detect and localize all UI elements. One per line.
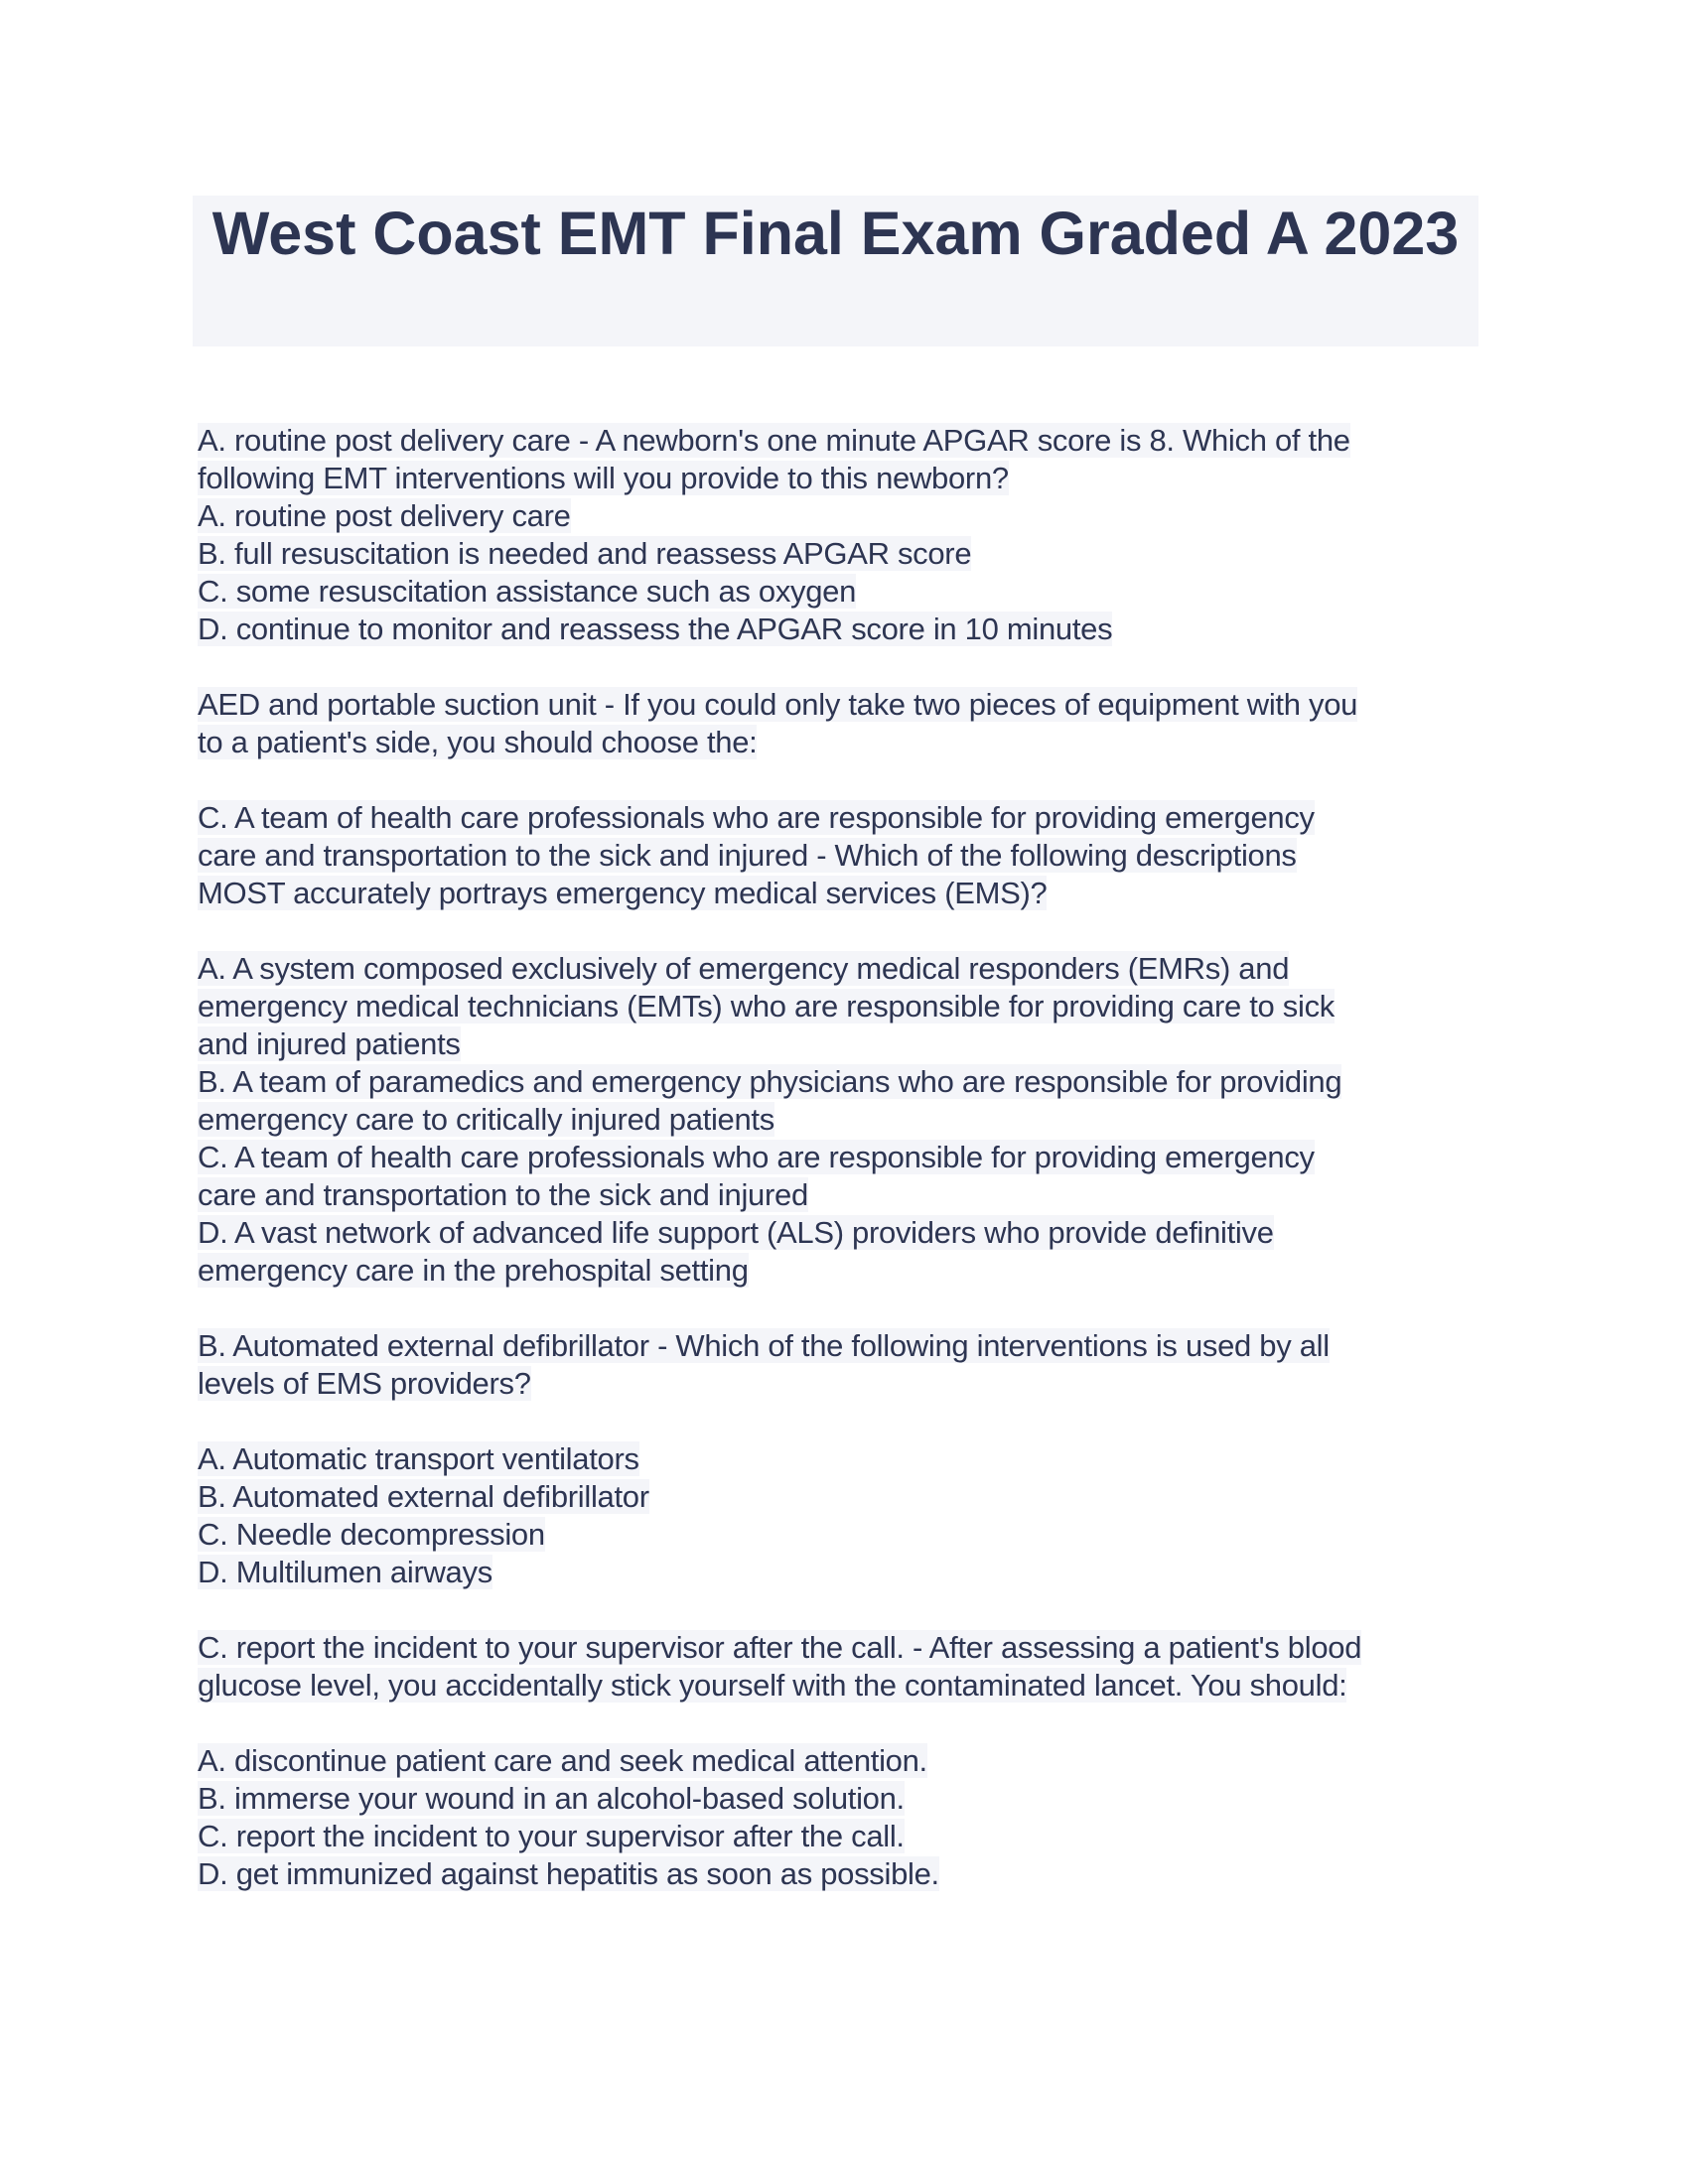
paragraph-gap: [198, 1705, 1488, 1742]
text-line-content: A. routine post delivery care: [198, 498, 571, 533]
text-line: [198, 875, 1488, 912]
text-line: [198, 837, 1488, 875]
text-line-content: D. get immunized against hepatitis as soon as possible.: [198, 1856, 939, 1891]
text-line-content: glucose level, you accidentally stick yourself with the contaminated lancet. You should:: [198, 1668, 1347, 1703]
text-line-content: B. A team of paramedics and emergency physicians who are responsible for providing: [198, 1064, 1342, 1099]
text-line: [198, 1214, 1488, 1252]
text-line-content: A. Automatic transport ventilators: [198, 1441, 639, 1476]
text-line-content: C. A team of health care professionals who are responsible for providing emergency: [198, 1140, 1315, 1174]
text-line-content: B. immerse your wound in an alcohol-based solution.: [198, 1781, 905, 1816]
text-line: [198, 1818, 1488, 1855]
paragraph-gap: [198, 912, 1488, 950]
text-line: [198, 1139, 1488, 1176]
text-line-content: following EMT interventions will you provide to this newborn?: [198, 461, 1009, 495]
text-line-content: C. Needle decompression: [198, 1517, 545, 1552]
text-line-content: to a patient's side, you should choose the:: [198, 725, 758, 759]
document-title: West Coast EMT Final Exam Graded A 2023: [193, 196, 1478, 346]
text-line-content: C. some resuscitation assistance such as oxygen: [198, 574, 857, 609]
paragraph-gap: [198, 648, 1488, 686]
text-line-content: A. discontinue patient care and seek medical attention.: [198, 1743, 927, 1778]
text-line: [198, 460, 1488, 497]
text-line-content: MOST accurately portrays emergency medical services (EMS)?: [198, 876, 1048, 910]
text-line: [198, 1327, 1488, 1365]
text-line: [198, 1101, 1488, 1139]
text-line: [198, 1629, 1488, 1667]
text-line-content: AED and portable suction unit - If you could only take two pieces of equipment with you: [198, 687, 1358, 722]
paragraph-gap: [198, 761, 1488, 799]
text-line: [198, 422, 1488, 460]
text-line: [198, 1554, 1488, 1591]
text-line-content: C. report the incident to your supervisor after the call.: [198, 1819, 905, 1853]
text-line: [198, 1025, 1488, 1063]
question-block: [198, 686, 1488, 761]
text-line-content: care and transportation to the sick and injured - Which of the following descriptions: [198, 838, 1297, 873]
text-line-content: emergency care to critically injured patients: [198, 1102, 774, 1137]
question-block: [198, 1440, 1488, 1591]
text-line-content: D. Multilumen airways: [198, 1555, 492, 1589]
text-line: [198, 1667, 1488, 1705]
text-line: [198, 799, 1488, 837]
text-line: [198, 1063, 1488, 1101]
text-line: [198, 1516, 1488, 1554]
text-line-content: C. A team of health care professionals who are responsible for providing emergency: [198, 800, 1315, 835]
text-line: [198, 1855, 1488, 1893]
text-line: [198, 1742, 1488, 1780]
question-block: [198, 1742, 1488, 1893]
text-line-content: A. routine post delivery care - A newborn's one minute APGAR score is 8. Which of the: [198, 423, 1350, 458]
text-line-content: levels of EMS providers?: [198, 1366, 531, 1401]
text-line-content: B. Automated external defibrillator: [198, 1479, 649, 1514]
text-line: [198, 573, 1488, 611]
text-line-content: and injured patients: [198, 1026, 461, 1061]
text-line: [198, 611, 1488, 648]
document-body: [198, 422, 1488, 1893]
paragraph-gap: [198, 1290, 1488, 1327]
question-block: [198, 799, 1488, 912]
text-line-content: D. A vast network of advanced life support (ALS) providers who provide definitive: [198, 1215, 1274, 1250]
text-line: [198, 1478, 1488, 1516]
text-line: [198, 535, 1488, 573]
text-line: [198, 1440, 1488, 1478]
text-line: [198, 988, 1488, 1025]
question-block: [198, 1327, 1488, 1403]
text-line-content: B. Automated external defibrillator - Which of the following interventions is used by all: [198, 1328, 1330, 1363]
text-line: [198, 497, 1488, 535]
question-block: [198, 1629, 1488, 1705]
question-block: [198, 950, 1488, 1290]
text-line: [198, 686, 1488, 724]
text-line-content: C. report the incident to your supervisor after the call. - After assessing a patient's blood: [198, 1630, 1362, 1665]
text-line: [198, 1780, 1488, 1818]
paragraph-gap: [198, 1403, 1488, 1440]
text-line-content: A. A system composed exclusively of emergency medical responders (EMRs) and: [198, 951, 1290, 986]
text-line: [198, 1252, 1488, 1290]
text-line: [198, 950, 1488, 988]
text-line-content: care and transportation to the sick and injured: [198, 1177, 808, 1212]
text-line-content: D. continue to monitor and reassess the APGAR score in 10 minutes: [198, 612, 1113, 646]
text-line-content: emergency care in the prehospital setting: [198, 1253, 749, 1288]
text-line: [198, 724, 1488, 761]
paragraph-gap: [198, 1591, 1488, 1629]
text-line-content: B. full resuscitation is needed and reassess APGAR score: [198, 536, 972, 571]
question-block: [198, 422, 1488, 648]
text-line: [198, 1176, 1488, 1214]
text-line-content: emergency medical technicians (EMTs) who are responsible for providing care to sick: [198, 989, 1335, 1024]
text-line: [198, 1365, 1488, 1403]
